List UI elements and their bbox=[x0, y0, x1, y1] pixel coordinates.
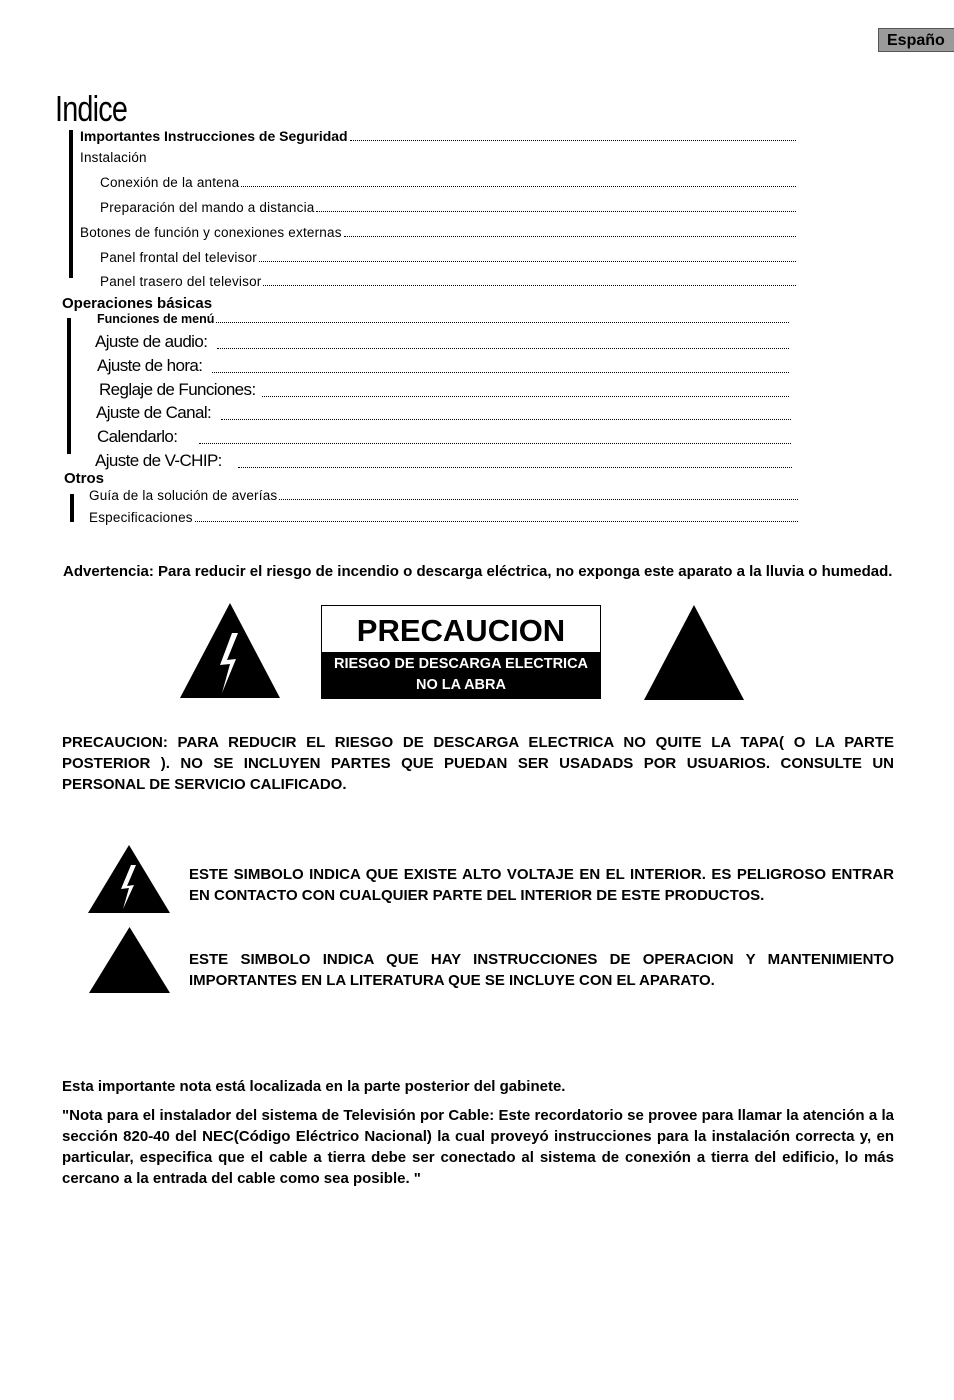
lightning-triangle-icon bbox=[88, 845, 170, 913]
toc-group2-bar bbox=[67, 318, 71, 454]
note-body: "Nota para el instalador del sistema de Televisión por Cable: Este recordatorio se provee para llamar la atención a la sección 820-40 del NEC(Código Eléctrico Nacional) la cual proveyó instrucciones para la instalación correcta y, en particular, especifica que el cable a tierra debe ser conectado al sistema de conexión a tierra del edificio, lo más cercano a la entrada del cable como sea posible. " bbox=[62, 1107, 894, 1187]
warning-text: Advertencia: Para reducir el riesgo de incendio o descarga eléctrica, no exponga este aparato a la lluvia o humedad. bbox=[63, 563, 893, 580]
toc-item-functions[interactable]: Reglaje de Funciones: bbox=[99, 380, 789, 400]
page-title: Indice bbox=[55, 88, 128, 129]
note-intro: Esta importante nota está localizada en la parte posterior del gabinete. bbox=[62, 1078, 566, 1095]
language-tab: Españo bbox=[878, 28, 954, 52]
caution-label-title: PRECAUCION bbox=[356, 613, 566, 648]
toc-group1-bar bbox=[69, 130, 73, 278]
toc-item-antenna[interactable]: Conexión de la antena bbox=[100, 175, 796, 190]
toc-item-troubleshooting[interactable]: Guía de la solución de averías bbox=[89, 488, 798, 503]
toc-section-basic-operations: Operaciones básicas bbox=[62, 295, 213, 312]
toc-item-menu-functions[interactable]: Funciones de menú bbox=[97, 312, 789, 326]
caution-label bbox=[321, 605, 601, 699]
toc-item-remote[interactable]: Preparación del mando a distancia bbox=[100, 200, 796, 215]
toc-item-time[interactable]: Ajuste de hora: bbox=[97, 356, 789, 376]
toc-item-calendar[interactable]: Calendarlo: bbox=[97, 427, 791, 447]
caution-text: PRECAUCION: PARA REDUCIR EL RIESGO DE DESCARGA ELECTRICA NO QUITE LA TAPA( O LA PARTE POSTERIOR ). NO SE INCLUYEN PARTES QUE PUEDAN SER USADADS POR USUARIOS. CONSULTE UN PERSONAL DE SERVICIO CALIFICADO. bbox=[62, 734, 894, 793]
toc-item-installation[interactable]: Instalación bbox=[80, 150, 147, 165]
caution-label-line2: NO LA ABRA bbox=[416, 677, 506, 693]
toc-item-buttons[interactable]: Botones de función y conexiones externas bbox=[80, 225, 796, 240]
toc-item-rear-panel[interactable]: Panel trasero del televisor bbox=[100, 274, 796, 289]
toc-item-front-panel[interactable]: Panel frontal del televisor bbox=[100, 250, 796, 265]
toc-item-vchip[interactable]: Ajuste de V-CHIP: bbox=[95, 451, 792, 471]
toc-item-safety[interactable]: Importantes Instrucciones de Seguridad bbox=[80, 128, 796, 144]
warning-triangle-icon bbox=[89, 927, 170, 993]
toc-item-specifications[interactable]: Especificaciones bbox=[89, 510, 798, 525]
toc-item-channel[interactable]: Ajuste de Canal: bbox=[96, 403, 791, 423]
caution-label-warning bbox=[322, 652, 600, 698]
lightning-triangle-icon bbox=[180, 603, 280, 698]
symbol-text-instructions: ESTE SIMBOLO INDICA QUE HAY INSTRUCCIONES DE OPERACION Y MANTENIMIENTO IMPORTANTES EN LA LITERATURA QUE SE INCLUYE CON EL APARATO. bbox=[189, 951, 894, 989]
caution-label-line1: RIESGO DE DESCARGA ELECTRICA bbox=[333, 656, 589, 672]
symbol-text-high-voltage: ESTE SIMBOLO INDICA QUE EXISTE ALTO VOLTAJE EN EL INTERIOR. ES PELIGROSO ENTRAR EN CONTACTO CON CUALQUIER PARTE DEL INTERIOR DE ESTE PRODUCTOS. bbox=[189, 866, 894, 904]
toc-item-audio[interactable]: Ajuste de audio: bbox=[95, 332, 789, 352]
toc-section-others: Otros bbox=[64, 470, 105, 487]
warning-triangle-icon bbox=[644, 605, 744, 700]
toc-group3-bar bbox=[70, 494, 74, 522]
